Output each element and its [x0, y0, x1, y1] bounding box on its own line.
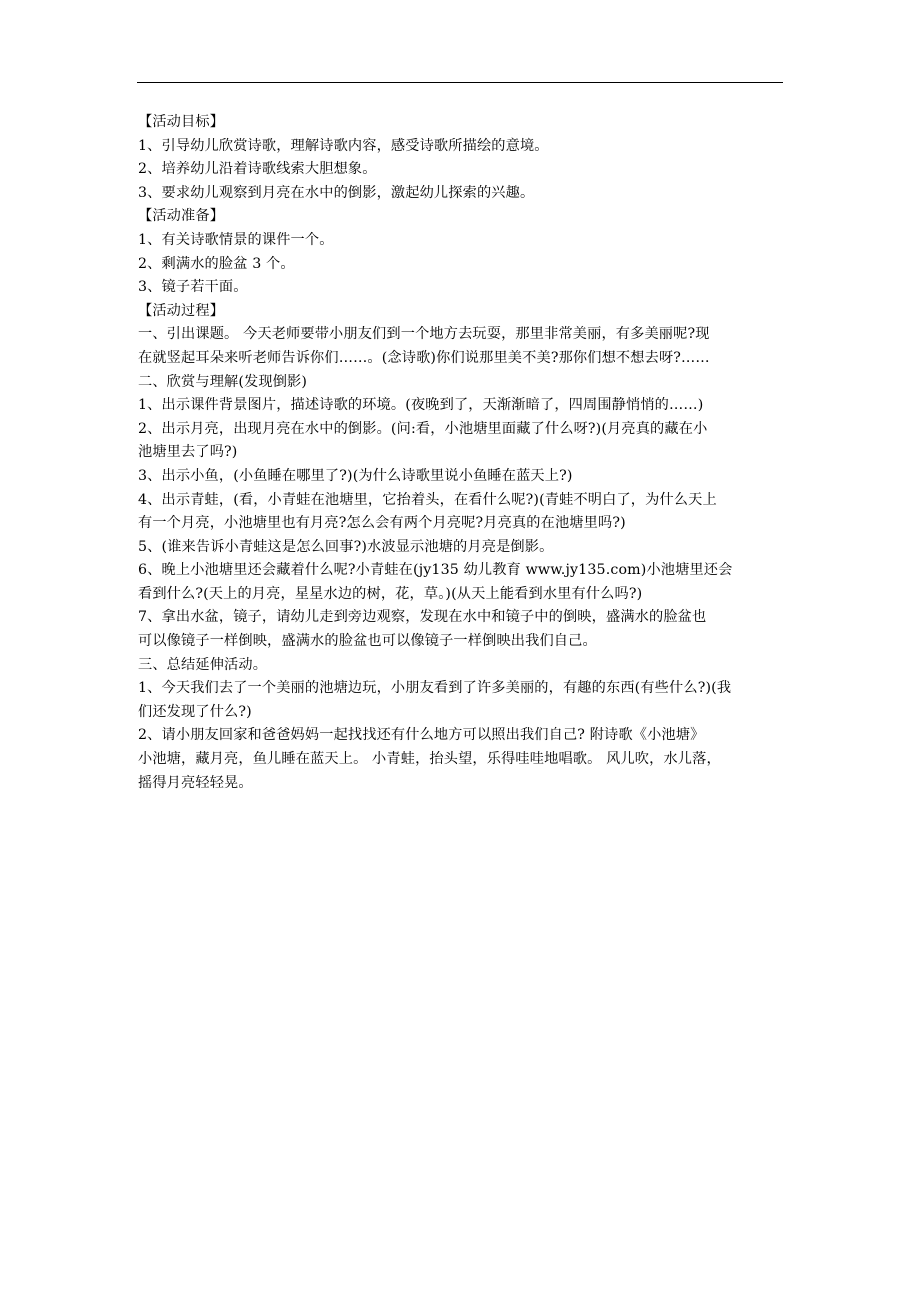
subsection-heading: 二、欣赏与理解(发现倒影) [138, 373, 308, 390]
text-line: 在就竖起耳朵来听老师告诉你们……。(念诗歌)你们说那里美不美?那你们想不想去呀?…… [138, 349, 710, 366]
section-heading-goals: 【活动目标】 [138, 114, 225, 130]
text-line: 4、出示青蛙，(看，小青蛙在池塘里，它抬着头，在看什么呢?)(青蛙不明白了，为什么天上 [138, 491, 717, 508]
text-line: 1、引导幼儿欣赏诗歌，理解诗歌内容，感受诗歌所描绘的意境。 [138, 137, 549, 154]
text-line: 1、有关诗歌情景的课件一个。 [138, 231, 334, 248]
text-line: 3、要求幼儿观察到月亮在水中的倒影，激起幼儿探索的兴趣。 [138, 184, 535, 201]
text-line: 5、(谁来告诉小青蛙这是怎么回事?)水波显示池塘的月亮是倒影。 [138, 538, 554, 555]
text-line: 3、出示小鱼，(小鱼睡在哪里了?)(为什么诗歌里说小鱼睡在蓝天上?) [138, 467, 573, 484]
text-line: 1、今天我们去了一个美丽的池塘边玩，小朋友看到了许多美丽的，有趣的东西(有些什么?)(我 [138, 680, 732, 697]
header-rule [137, 82, 783, 83]
text-line: 2、出示月亮，出现月亮在水中的倒影。(问:看，小池塘里面藏了什么呀?)(月亮真的藏在小 [138, 420, 708, 437]
subsection-heading: 三、总结延伸活动。 [138, 656, 268, 673]
text-line: 6、晚上小池塘里还会藏着什么呢?小青蛙在(jy135 幼儿教育 www.jy135.com)小池塘里还会 [138, 562, 733, 579]
text-line: 2、剩满水的脸盆 3 个。 [138, 255, 295, 272]
text-line: 池塘里去了吗?) [138, 444, 238, 461]
text-line: 一、引出课题。 今天老师要带小朋友们到一个地方去玩耍，那里非常美丽，有多美丽呢?现 [138, 326, 710, 343]
text-line: 可以像镜子一样倒映，盛满水的脸盆也可以像镜子一样倒映出我们自己。 [138, 633, 597, 650]
text-line: 有一个月亮，小池塘里也有月亮?怎么会有两个月亮呢?月亮真的在池塘里吗?) [138, 515, 626, 532]
poem-line: 小池塘，藏月亮，鱼儿睡在蓝天上。 小青蛙，抬头望，乐得哇哇地唱歌。 风儿吹，水儿落， [138, 751, 721, 768]
poem-line: 摇得月亮轻轻晃。 [138, 774, 253, 791]
text-line: 3、镜子若干面。 [138, 279, 248, 296]
text-line: 2、请小朋友回家和爸爸妈妈一起找找还有什么地方可以照出我们自己? 附诗歌《小池塘》 [138, 727, 705, 744]
text-line: 7、拿出水盆，镜子，请幼儿走到旁边观察，发现在水中和镜子中的倒映，盛满水的脸盆也 [138, 609, 707, 626]
text-line: 看到什么?(天上的月亮，星星水边的树，花，草。)(从天上能看到水里有什么吗?) [138, 585, 643, 602]
text-line: 2、培养幼儿沿着诗歌线索大胆想象。 [138, 161, 377, 178]
document-body [138, 111, 786, 795]
section-heading-preparation: 【活动准备】 [138, 208, 225, 225]
text-line: 1、出示课件背景图片，描述诗歌的环境。(夜晚到了，天渐渐暗了，四周围静悄悄的……) [138, 397, 704, 414]
section-heading-process: 【活动过程】 [138, 302, 225, 319]
text-line: 们还发现了什么?) [138, 703, 252, 720]
